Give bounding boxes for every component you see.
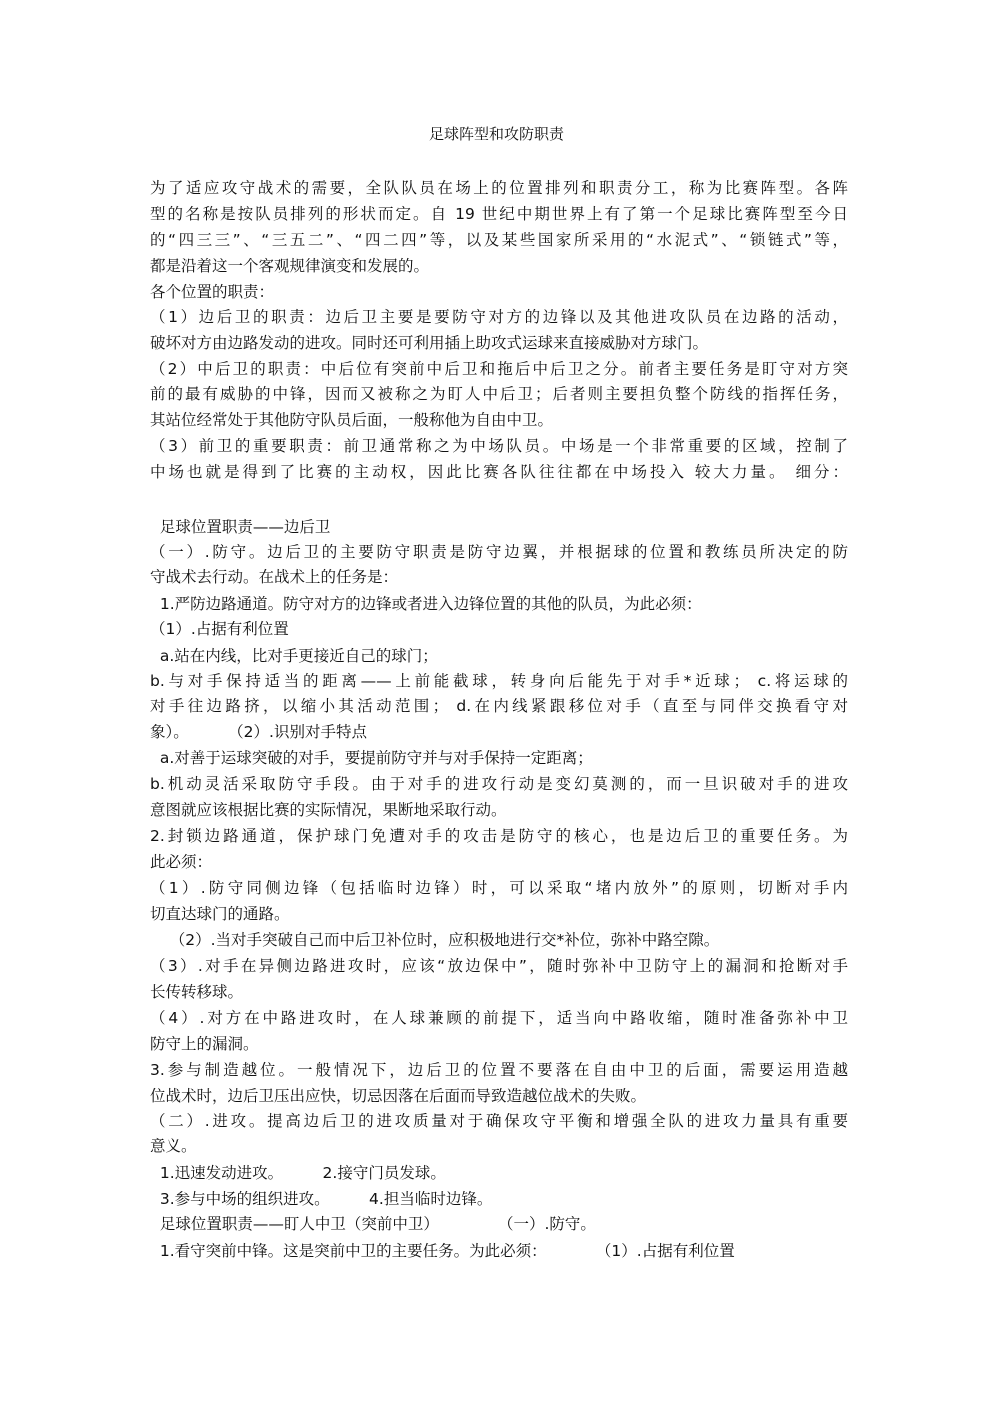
paragraph-line: （一）.防守。边后卫的主要防守职责是防守边翼，并根据球的位置和教练员所决定的防 [150,543,848,561]
paragraph-line: 3.参与中场的组织进攻。 4.担当临时边锋。 [150,1190,493,1208]
paragraph-line: 型的名称是按队员排列的形状而定。自 19 世纪中期世界上有了第一个足球比赛阵型至今日 [150,205,848,223]
paragraph-line: 防守上的漏洞。 [150,1035,259,1053]
paragraph-line: 的“四三三”、“三五二”、“四二四”等，以及某些国家所采用的“水泥式”、“锁链式”等， [150,231,848,249]
paragraph-line: （1）.占据有利位置 [150,620,289,638]
paragraph-line: 1.严防边路通道。防守对方的边锋或者进入边锋位置的其他的队员，为此必须： [150,595,702,613]
paragraph-line: 2.封锁边路通道，保护球门免遭对手的攻击是防守的核心，也是边后卫的重要任务。为 [150,827,848,845]
paragraph-line: （3）前卫的重要职责：前卫通常称之为中场队员。中场是一个非常重要的区域，控制了 [150,437,848,455]
paragraph-line: 长传转移球。 [150,983,244,1001]
paragraph-line: 切直达球门的通路。 [150,905,290,923]
paragraph-line: 都是沿着这一个客观规律演变和发展的。 [150,257,430,275]
section-heading: 各个位置的职责： [150,283,275,301]
paragraph-line: （1）边后卫的职责：边后卫主要是要防守对方的边锋以及其他进攻队员在边路的活动， [150,308,848,326]
section-heading: 足球位置职责——边后卫 [150,518,331,536]
paragraph-line: 其站位经常处于其他防守队员后面，一般称他为自由中卫。 [150,411,554,429]
paragraph-line: 为了适应攻守战术的需要，全队队员在场上的位置排列和职责分工，称为比赛阵型。各阵 [150,179,848,197]
section-heading: 足球位置职责——盯人中卫（突前中卫） （一）.防守。 [150,1215,596,1233]
paragraph-line: （2）.当对手突破自己而中后卫补位时，应积极地进行交*补位，弥补中路空隙。 [150,931,720,949]
paragraph-line: 位战术时，边后卫压出应快，切忌因落在后面而导致造越位战术的失败。 [150,1087,647,1105]
paragraph-line: 破坏对方由边路发动的进攻。同时还可利用插上助攻式运球来直接威胁对方球门。 [150,334,709,352]
paragraph-line: 意图就应该根据比赛的实际情况，果断地采取行动。 [150,801,507,819]
paragraph-line: a.对善于运球突破的对手，要提前防守并与对手保持一定距离； [150,749,593,767]
paragraph-line: 此必须： [150,853,213,871]
paragraph-line: 对手往边路挤，以缩小其活动范围； d.在内线紧跟移位对手（直至与同伴交换看守对 [150,697,848,715]
paragraph-line: 前的最有威胁的中锋，因而又被称之为盯人中后卫；后者则主要担负整个防线的指挥任务， [150,385,848,403]
paragraph-line: 守战术去行动。在战术上的任务是： [150,568,399,586]
paragraph-line: b.机动灵活采取防守手段。由于对手的进攻行动是变幻莫测的，而一旦识破对手的进攻 [150,775,848,793]
paragraph-line: 1.看守突前中锋。这是突前中卫的主要任务。为此必须： （1）.占据有利位置 [150,1242,735,1260]
paragraph-line: 3.参与制造越位。一般情况下，边后卫的位置不要落在自由中卫的后面，需要运用造越 [150,1061,848,1079]
paragraph-line: 象）。 （2）.识别对手特点 [150,723,367,741]
paragraph-line: （3）.对手在异侧边路进攻时，应该“放边保中”，随时弥补中卫防守上的漏洞和抢断对手 [150,957,848,975]
document-title: 足球阵型和攻防职责 [428,125,564,143]
paragraph-line: （1）.防守同侧边锋（包括临时边锋）时，可以采取“堵内放外”的原则，切断对手内 [150,879,848,897]
paragraph-line: （二）.进攻。提高边后卫的进攻质量对于确保攻守平衡和增强全队的进攻力量具有重要 [150,1112,848,1130]
paragraph-line: （2）中后卫的职责：中后位有突前中后卫和拖后中后卫之分。前者主要任务是盯守对方突 [150,360,848,378]
paragraph-line: a.站在内线，比对手更接近自己的球门； [150,647,438,665]
paragraph-line: （4）.对方在中路进攻时，在人球兼顾的前提下，适当向中路收缩，随时准备弥补中卫 [150,1009,848,1027]
paragraph-line: b.与对手保持适当的距离——上前能截球，转身向后能先于对手*近球； c.将运球的 [150,672,848,690]
paragraph-line: 意义。 [150,1137,197,1155]
paragraph-line: 1.迅速发动进攻。 2.接守门员发球。 [150,1164,446,1182]
paragraph-line: 中场也就是得到了比赛的主动权，因此比赛各队往往都在中场投入 较大力量。 细分： [150,463,848,481]
